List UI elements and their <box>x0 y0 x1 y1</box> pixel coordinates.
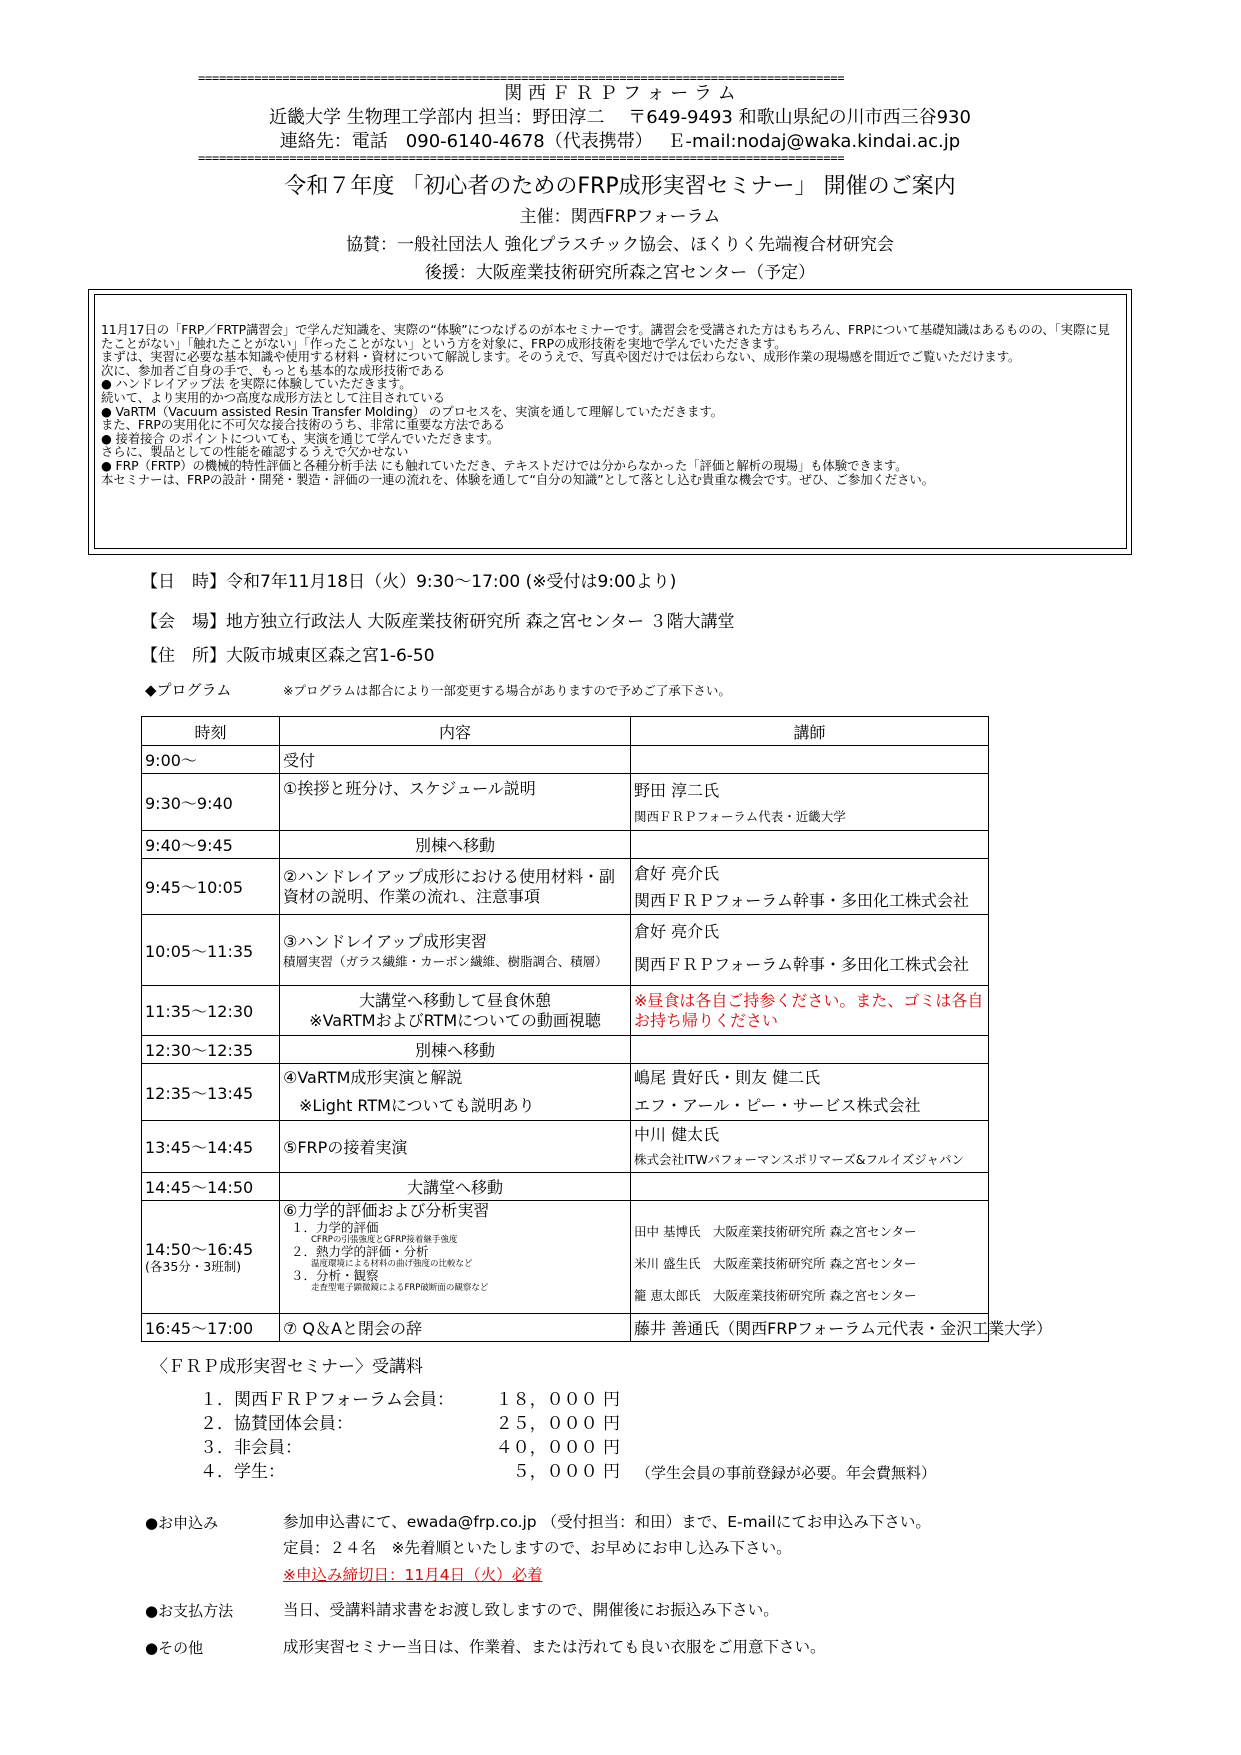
table-row <box>142 746 989 774</box>
intro-paragraph: また、FRPの実用化に不可欠な接合技術のうち、非常に重要な方法である <box>101 417 505 433</box>
content-line: ２．熱力学的評価・分析 <box>291 1244 429 1259</box>
row-lecturer <box>631 774 989 831</box>
row-lecturer <box>631 859 989 915</box>
lecturer-affiliation: 関西ＦＲＰフォーラム幹事・多田化工株式会社 <box>634 890 970 910</box>
content-detail: 走査型電子顕微鏡によるFRP破断面の観察など <box>311 1283 489 1293</box>
table-row <box>142 1201 989 1314</box>
lecturer-name: 中川 健太氏 <box>634 1124 720 1144</box>
table-header-row <box>142 717 989 746</box>
content-detail: 温度環境による材料の曲げ強度の比較など <box>311 1259 473 1269</box>
column-header-time: 時刻 <box>142 717 280 746</box>
intro-paragraph: まずは、実習に必要な基本知識や使用する材料・資材について解説します。そのうえで、写真や図だけでは伝わらない、成形作業の現場感を間近でご覧いただけます。 <box>101 349 1021 365</box>
intro-paragraph: 続いて、より実用的かつ高度な成形方法として注目されている <box>101 389 445 405</box>
row-time: 12:30～12:35 <box>142 1036 280 1064</box>
intro-paragraph: 11月17日の「FRP／FRTP講習会」で学んだ知識を、実際の“体験”につなげるのが本セミナーです。講習会を受講された方はもちろん、FRPについて基礎知識はあるものの、「実際に見たことがない」「触れたことがない」「作ったことがない」という方を対象に、FRPの成形技術を実地で学んでいただきます。 <box>101 322 1110 351</box>
row-lecturer <box>631 1064 989 1121</box>
fee-amount: ４０，０００ 円 <box>495 1438 620 1458</box>
fee-amount: ５，０００ 円 <box>512 1462 620 1482</box>
fee-label: １．関西ＦＲＰフォーラム会員： <box>200 1390 454 1410</box>
fee-label: ２．協賛団体会員： <box>200 1414 353 1434</box>
content-line: ④VaRTM成形実演と解説 <box>283 1068 463 1087</box>
header-rule-bottom: ============================================================================================ <box>198 151 845 165</box>
apply-label: ●お申込み <box>145 1514 219 1532</box>
row-lecturer <box>631 746 989 774</box>
row-content <box>280 1201 631 1314</box>
content-detail: CFRPの引張強度とGFRP接着継手強度 <box>311 1235 458 1245</box>
sponsor: 協賛：一般社団法人 強化プラスチック協会、ほくりく先端複合材研究会 <box>345 235 895 255</box>
content-line: １．力学的評価 <box>291 1220 379 1235</box>
row-time: 13:45～14:45 <box>142 1121 280 1173</box>
fees-heading: 〈ＦＲＰ成形実習セミナー〉受講料 <box>151 1357 423 1377</box>
content-line: ③ハンドレイアップ成形実習 <box>283 932 487 951</box>
lecturer-name: 野田 淳二氏 <box>634 781 720 800</box>
payment-label: ●お支払方法 <box>145 1602 234 1620</box>
table-row <box>142 774 989 831</box>
row-time: 16:45～17:00 <box>142 1314 280 1342</box>
content-line: ※Light RTMについても説明あり <box>299 1096 535 1115</box>
lecturer-affiliation: 関西ＦＲＰフォーラム幹事・多田化工株式会社 <box>634 955 970 974</box>
row-lecturer <box>631 1036 989 1064</box>
org-name: 関 西 Ｆ Ｒ Ｐ フ ォ ー ラ ム <box>504 83 736 104</box>
table-row <box>142 986 989 1036</box>
lunch-notice: ※昼食は各自ご持参ください。また、ゴミは各自お持ち帰りください <box>631 986 989 1036</box>
table-row <box>142 1036 989 1064</box>
row-time: 9:30～9:40 <box>142 774 280 831</box>
row-content <box>280 1064 631 1121</box>
table-row <box>142 1064 989 1121</box>
row-time: 9:00～ <box>142 746 280 774</box>
row-lecturer <box>631 1173 989 1201</box>
intro-box <box>88 289 1132 555</box>
row-content: ①挨拶と班分け、スケジュール説明 <box>280 774 631 831</box>
fee-note: （学生会員の事前登録が必要。年会費無料） <box>636 1464 937 1482</box>
row-time: 14:45～14:50 <box>142 1173 280 1201</box>
support: 後援：大阪産業技術研究所森之宮センター（予定） <box>424 263 816 283</box>
program-note: ※プログラムは都合により一部変更する場合がありますので予めご了承下さい。 <box>283 683 731 698</box>
event-address: 【住 所】大阪市城東区森之宮1-6-50 <box>141 646 435 666</box>
row-time: 12:35～13:45 <box>142 1064 280 1121</box>
content-line: ⑥力学的評価および分析実習 <box>283 1201 490 1220</box>
lecturer-name: 倉好 亮介氏 <box>634 922 720 941</box>
row-content: ⑤FRPの接着実演 <box>280 1121 631 1173</box>
table-row <box>142 1173 989 1201</box>
intro-paragraph: ● ハンドレイアップ法 を実際に体験していただきます。 <box>101 376 412 392</box>
lecturer-affiliation: 関西ＦＲＰフォーラム代表・近畿大学 <box>634 809 846 824</box>
time-range: 14:50～16:45 <box>145 1240 254 1259</box>
lecturer-affiliation: エフ・アール・ピー・サービス株式会社 <box>634 1096 921 1115</box>
row-lecturer <box>631 915 989 986</box>
intro-paragraph: 次に、参加者ご自身の手で、もっとも基本的な成形技術である <box>101 362 445 378</box>
org-contact: 連絡先：電話 090-6140-4678（代表携帯） Ｅ-mail:nodaj@waka.kindai.ac.jp <box>279 131 961 152</box>
row-lecturer <box>631 831 989 859</box>
table-row <box>142 915 989 986</box>
row-time: 11:35～12:30 <box>142 986 280 1036</box>
column-header-lecturer: 講師 <box>631 717 989 746</box>
row-time <box>142 1201 280 1314</box>
row-content: 大講堂へ移動 <box>280 1173 631 1201</box>
apply-line1: 参加申込書にて、ewada@frp.co.jp （受付担当：和田）まで、E-mailにてお申込み下さい。 <box>283 1513 931 1531</box>
org-address: 近畿大学 生物理工学部内 担当：野田淳二 〒649-9493 和歌山県紀の川市西三谷930 <box>269 107 971 128</box>
row-content: ②ハンドレイアップ成形における使用材料・副資材の説明、作業の流れ、注意事項 <box>280 859 631 915</box>
fee-amount: １８，０００ 円 <box>495 1390 620 1410</box>
row-time: 9:40～9:45 <box>142 831 280 859</box>
intro-paragraph: ● 接着接合 のポイントについても、実演を通じて学んでいただきます。 <box>101 430 500 446</box>
fee-amount: ２５，０００ 円 <box>495 1414 620 1434</box>
row-content: 別棟へ移動 <box>280 831 631 859</box>
content-line: ※VaRTMおよびRTMについての動画視聴 <box>309 1010 601 1030</box>
lecturer-affiliation: 株式会社ITWパフォーマンスポリマーズ&フルイズジャパン <box>634 1151 965 1167</box>
page-title: 令和７年度 「初心者のためのFRP成形実習セミナー」 開催のご案内 <box>284 174 956 199</box>
time-note: (各35分・3班制) <box>145 1259 242 1274</box>
row-content <box>280 986 631 1036</box>
table-row <box>142 859 989 915</box>
program-heading: ◆プログラム <box>145 681 232 699</box>
row-content <box>280 915 631 986</box>
other-label: ●その他 <box>145 1639 204 1657</box>
intro-paragraph: ● FRP（FRTP）の機械的特性評価と各種分析手法 にも触れていただき、テキストだけでは分からなかった「評価と解析の現場」も体験できます。 <box>101 457 908 473</box>
lecturer-name: 田中 基博氏 大阪産業技術研究所 森之宮センター <box>634 1224 917 1239</box>
intro-text <box>94 294 1127 549</box>
fee-label: ３．非会員： <box>200 1438 302 1458</box>
apply-line2: 定員：２４名 ※先着順といたしますので、お早めにお申し込み下さい。 <box>283 1539 792 1557</box>
organizer: 主催：関西FRPフォーラム <box>519 207 721 227</box>
event-venue: 【会 場】地方独立行政法人 大阪産業技術研究所 森之宮センター ３階大講堂 <box>141 612 735 632</box>
fee-label: ４．学生： <box>200 1462 285 1482</box>
program-table <box>141 716 1053 1342</box>
payment-text: 当日、受講料請求書をお渡し致しますので、開催後にお振込み下さい。 <box>283 1601 779 1619</box>
lecturer-name: 籠 恵太郎氏 大阪産業技術研究所 森之宮センター <box>634 1288 917 1303</box>
column-header-content: 内容 <box>280 717 631 746</box>
table-row <box>142 1121 989 1173</box>
apply-deadline: ※申込み締切日：11月4日（火）必着 <box>283 1566 543 1584</box>
row-content: 受付 <box>280 746 631 774</box>
row-time: 9:45～10:05 <box>142 859 280 915</box>
table-row <box>142 831 989 859</box>
row-lecturer <box>631 1121 989 1173</box>
row-lecturer: 藤井 善通氏（関西FRPフォーラム元代表・金沢工業大学） <box>631 1314 989 1342</box>
other-text: 成形実習セミナー当日は、作業着、または汚れても良い衣服をご用意下さい。 <box>283 1638 826 1656</box>
header-rule-top: ============================================================================================ <box>198 71 845 85</box>
row-time: 10:05～11:35 <box>142 915 280 986</box>
content-line: ３．分析・観察 <box>291 1268 379 1283</box>
intro-paragraph: ● VaRTM（Vacuum assisted Resin Transfer Molding） のプロセスを、実演を通して理解していただきます。 <box>101 403 723 419</box>
event-date: 【日 時】令和7年11月18日（火）9:30～17:00 (※受付は9:00より) <box>141 572 677 592</box>
content-line: 大講堂へ移動して昼食休憩 <box>358 990 551 1010</box>
content-detail: 積層実習（ガラス繊維・カーボン繊維、樹脂調合、積層） <box>283 954 608 969</box>
intro-paragraph: さらに、製品としての性能を確認するうえで欠かせない <box>101 444 409 460</box>
row-lecturer <box>631 1201 989 1314</box>
intro-paragraph: 本セミナーは、FRPの設計・開発・製造・評価の一連の流れを、体験を通して“自分の知識”として落とし込む貴重な機会です。ぜひ、ご参加ください。 <box>101 471 934 487</box>
row-content: ⑦ Q＆Aと閉会の辞 <box>280 1314 631 1342</box>
lecturer-name: 米川 盛生氏 大阪産業技術研究所 森之宮センター <box>634 1256 917 1271</box>
lecturer-name: 倉好 亮介氏 <box>634 863 720 883</box>
lecturer-name: 嶋尾 貴好氏・則友 健二氏 <box>634 1068 821 1087</box>
table-row <box>142 1314 989 1342</box>
row-content: 別棟へ移動 <box>280 1036 631 1064</box>
